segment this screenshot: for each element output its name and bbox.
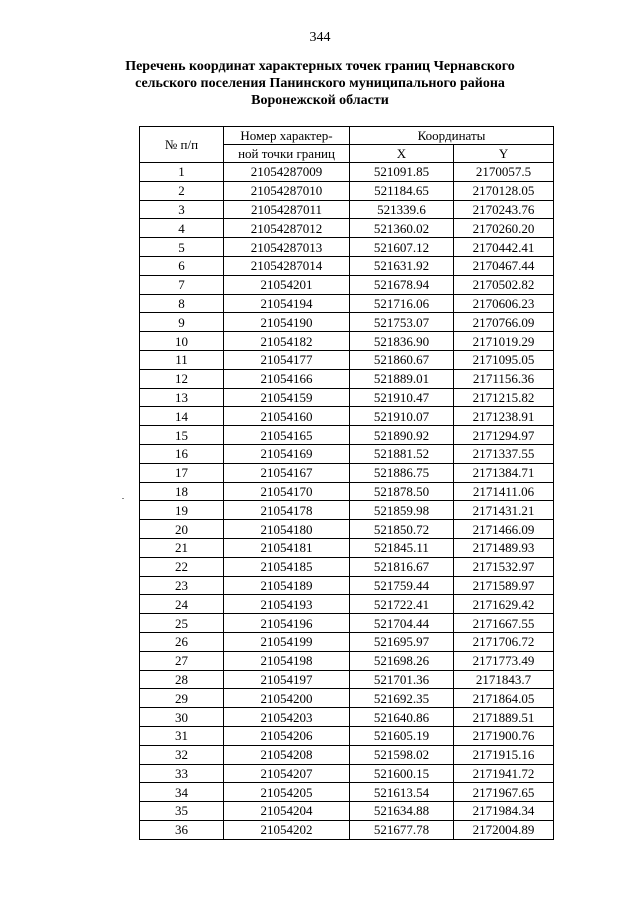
y-coordinate-cell: 2170128.05 [454, 181, 554, 200]
point-number-cell: 21054287009 [224, 163, 350, 182]
x-coordinate-cell: 521878.50 [350, 482, 454, 501]
y-coordinate-cell: 2171967.65 [454, 783, 554, 802]
x-coordinate-cell: 521859.98 [350, 501, 454, 520]
table-row [140, 745, 554, 764]
row-number-cell: 12 [140, 369, 224, 388]
x-coordinate-cell: 521860.67 [350, 350, 454, 369]
y-coordinate-cell: 2171384.71 [454, 463, 554, 482]
point-number-cell: 21054197 [224, 670, 350, 689]
table-row [140, 407, 554, 426]
row-number-cell: 5 [140, 238, 224, 257]
document-title [100, 58, 540, 109]
table-row [140, 557, 554, 576]
x-coordinate-cell: 521640.86 [350, 708, 454, 727]
table-row [140, 783, 554, 802]
table-row [140, 614, 554, 633]
row-number-cell: 1 [140, 163, 224, 182]
row-number-cell: 20 [140, 520, 224, 539]
y-coordinate-cell: 2171900.76 [454, 726, 554, 745]
row-number-cell: 25 [140, 614, 224, 633]
header-coordinates: Координаты [350, 127, 554, 145]
point-number-cell: 21054189 [224, 576, 350, 595]
point-number-cell: 21054287014 [224, 256, 350, 275]
row-number-cell: 6 [140, 256, 224, 275]
x-coordinate-cell: 521698.26 [350, 651, 454, 670]
table-row [140, 670, 554, 689]
y-coordinate-cell: 2171773.49 [454, 651, 554, 670]
table-row [140, 181, 554, 200]
table-row [140, 520, 554, 539]
x-coordinate-cell: 521605.19 [350, 726, 454, 745]
point-number-cell: 21054159 [224, 388, 350, 407]
point-number-cell: 21054165 [224, 426, 350, 445]
y-coordinate-cell: 2171238.91 [454, 407, 554, 426]
y-coordinate-cell: 2171156.36 [454, 369, 554, 388]
y-coordinate-cell: 2170606.23 [454, 294, 554, 313]
y-coordinate-cell: 2171984.34 [454, 802, 554, 821]
x-coordinate-cell: 521360.02 [350, 219, 454, 238]
y-coordinate-cell: 2170766.09 [454, 313, 554, 332]
table-row [140, 689, 554, 708]
row-number-cell: 18 [140, 482, 224, 501]
point-number-cell: 21054287013 [224, 238, 350, 257]
table-row [140, 388, 554, 407]
x-coordinate-cell: 521890.92 [350, 426, 454, 445]
row-number-cell: 10 [140, 332, 224, 351]
table-row [140, 538, 554, 557]
row-number-cell: 36 [140, 820, 224, 839]
x-coordinate-cell: 521836.90 [350, 332, 454, 351]
table-row [140, 802, 554, 821]
row-number-cell: 8 [140, 294, 224, 313]
x-coordinate-cell: 521339.6 [350, 200, 454, 219]
row-number-cell: 15 [140, 426, 224, 445]
point-number-cell: 21054206 [224, 726, 350, 745]
point-number-cell: 21054193 [224, 595, 350, 614]
point-number-cell: 21054205 [224, 783, 350, 802]
y-coordinate-cell: 2171411.06 [454, 482, 554, 501]
x-coordinate-cell: 521677.78 [350, 820, 454, 839]
row-number-cell: 23 [140, 576, 224, 595]
x-coordinate-cell: 521753.07 [350, 313, 454, 332]
point-number-cell: 21054202 [224, 820, 350, 839]
table-row [140, 350, 554, 369]
table-body [140, 163, 554, 840]
x-coordinate-cell: 521886.75 [350, 463, 454, 482]
y-coordinate-cell: 2171532.97 [454, 557, 554, 576]
x-coordinate-cell: 521881.52 [350, 444, 454, 463]
point-number-cell: 21054180 [224, 520, 350, 539]
x-coordinate-cell: 521850.72 [350, 520, 454, 539]
scan-artifact [122, 498, 124, 499]
header-row-number: № п/п [140, 127, 224, 163]
point-number-cell: 21054287011 [224, 200, 350, 219]
table-row [140, 708, 554, 727]
y-coordinate-cell: 2170502.82 [454, 275, 554, 294]
table-row [140, 726, 554, 745]
point-number-cell: 21054196 [224, 614, 350, 633]
y-coordinate-cell: 2171294.97 [454, 426, 554, 445]
y-coordinate-cell: 2171941.72 [454, 764, 554, 783]
table-row [140, 482, 554, 501]
x-coordinate-cell: 521634.88 [350, 802, 454, 821]
point-number-cell: 21054208 [224, 745, 350, 764]
point-number-cell: 21054169 [224, 444, 350, 463]
point-number-cell: 21054190 [224, 313, 350, 332]
point-number-cell: 21054181 [224, 538, 350, 557]
y-coordinate-cell: 2170243.76 [454, 200, 554, 219]
row-number-cell: 22 [140, 557, 224, 576]
row-number-cell: 2 [140, 181, 224, 200]
x-coordinate-cell: 521910.07 [350, 407, 454, 426]
x-coordinate-cell: 521678.94 [350, 275, 454, 294]
x-coordinate-cell: 521692.35 [350, 689, 454, 708]
title-line: Перечень координат характерных точек границ Чернавского [125, 59, 515, 74]
point-number-cell: 21054287010 [224, 181, 350, 200]
table-row [140, 275, 554, 294]
x-coordinate-cell: 521091.85 [350, 163, 454, 182]
row-number-cell: 16 [140, 444, 224, 463]
row-number-cell: 7 [140, 275, 224, 294]
row-number-cell: 32 [140, 745, 224, 764]
y-coordinate-cell: 2171889.51 [454, 708, 554, 727]
row-number-cell: 11 [140, 350, 224, 369]
header-x: X [350, 145, 454, 163]
table-row [140, 163, 554, 182]
table-row [140, 444, 554, 463]
row-number-cell: 24 [140, 595, 224, 614]
coordinates-table [139, 126, 554, 840]
point-number-cell: 21054166 [224, 369, 350, 388]
y-coordinate-cell: 2171667.55 [454, 614, 554, 633]
x-coordinate-cell: 521845.11 [350, 538, 454, 557]
table-row [140, 632, 554, 651]
table-row [140, 200, 554, 219]
point-number-cell: 21054177 [224, 350, 350, 369]
table-row [140, 463, 554, 482]
table-row [140, 595, 554, 614]
y-coordinate-cell: 2170442.41 [454, 238, 554, 257]
point-number-cell: 21054194 [224, 294, 350, 313]
point-number-cell: 21054182 [224, 332, 350, 351]
table-row [140, 501, 554, 520]
page-number: 344 [309, 30, 331, 45]
row-number-cell: 28 [140, 670, 224, 689]
x-coordinate-cell: 521759.44 [350, 576, 454, 595]
row-number-cell: 4 [140, 219, 224, 238]
row-number-cell: 21 [140, 538, 224, 557]
y-coordinate-cell: 2171629.42 [454, 595, 554, 614]
table-row [140, 294, 554, 313]
x-coordinate-cell: 521600.15 [350, 764, 454, 783]
table-row [140, 256, 554, 275]
point-number-cell: 21054287012 [224, 219, 350, 238]
point-number-cell: 21054167 [224, 463, 350, 482]
table-row [140, 576, 554, 595]
point-number-cell: 21054201 [224, 275, 350, 294]
table-row [140, 313, 554, 332]
x-coordinate-cell: 521716.06 [350, 294, 454, 313]
x-coordinate-cell: 521910.47 [350, 388, 454, 407]
x-coordinate-cell: 521607.12 [350, 238, 454, 257]
table-row [140, 219, 554, 238]
header-y: Y [454, 145, 554, 163]
x-coordinate-cell: 521722.41 [350, 595, 454, 614]
row-number-cell: 9 [140, 313, 224, 332]
y-coordinate-cell: 2171337.55 [454, 444, 554, 463]
y-coordinate-cell: 2171215.82 [454, 388, 554, 407]
x-coordinate-cell: 521701.36 [350, 670, 454, 689]
header-point-number: Номер характер- [224, 127, 350, 145]
table-header [140, 127, 554, 163]
y-coordinate-cell: 2171706.72 [454, 632, 554, 651]
y-coordinate-cell: 2171843.7 [454, 670, 554, 689]
point-number-cell: 21054203 [224, 708, 350, 727]
point-number-cell: 21054204 [224, 802, 350, 821]
table-row [140, 651, 554, 670]
table-row [140, 820, 554, 839]
y-coordinate-cell: 2171864.05 [454, 689, 554, 708]
header-point-number-cont: ной точки границ [224, 145, 350, 163]
row-number-cell: 17 [140, 463, 224, 482]
x-coordinate-cell: 521889.01 [350, 369, 454, 388]
y-coordinate-cell: 2171019.29 [454, 332, 554, 351]
y-coordinate-cell: 2171589.97 [454, 576, 554, 595]
point-number-cell: 21054160 [224, 407, 350, 426]
row-number-cell: 34 [140, 783, 224, 802]
x-coordinate-cell: 521816.67 [350, 557, 454, 576]
table-row [140, 426, 554, 445]
y-coordinate-cell: 2170467.44 [454, 256, 554, 275]
x-coordinate-cell: 521598.02 [350, 745, 454, 764]
x-coordinate-cell: 521695.97 [350, 632, 454, 651]
point-number-cell: 21054200 [224, 689, 350, 708]
table-row [140, 369, 554, 388]
row-number-cell: 35 [140, 802, 224, 821]
point-number-cell: 21054198 [224, 651, 350, 670]
row-number-cell: 31 [140, 726, 224, 745]
table-row [140, 238, 554, 257]
y-coordinate-cell: 2170260.20 [454, 219, 554, 238]
row-number-cell: 26 [140, 632, 224, 651]
x-coordinate-cell: 521184.65 [350, 181, 454, 200]
row-number-cell: 3 [140, 200, 224, 219]
row-number-cell: 33 [140, 764, 224, 783]
row-number-cell: 29 [140, 689, 224, 708]
point-number-cell: 21054185 [224, 557, 350, 576]
x-coordinate-cell: 521631.92 [350, 256, 454, 275]
row-number-cell: 19 [140, 501, 224, 520]
y-coordinate-cell: 2171489.93 [454, 538, 554, 557]
point-number-cell: 21054170 [224, 482, 350, 501]
title-line: Воронежской области [251, 93, 389, 108]
row-number-cell: 13 [140, 388, 224, 407]
y-coordinate-cell: 2170057.5 [454, 163, 554, 182]
title-line: сельского поселения Панинского муниципального района [135, 76, 505, 91]
y-coordinate-cell: 2171431.21 [454, 501, 554, 520]
point-number-cell: 21054178 [224, 501, 350, 520]
y-coordinate-cell: 2171095.05 [454, 350, 554, 369]
x-coordinate-cell: 521613.54 [350, 783, 454, 802]
x-coordinate-cell: 521704.44 [350, 614, 454, 633]
point-number-cell: 21054207 [224, 764, 350, 783]
row-number-cell: 14 [140, 407, 224, 426]
row-number-cell: 30 [140, 708, 224, 727]
point-number-cell: 21054199 [224, 632, 350, 651]
row-number-cell: 27 [140, 651, 224, 670]
table-row [140, 764, 554, 783]
y-coordinate-cell: 2171466.09 [454, 520, 554, 539]
y-coordinate-cell: 2172004.89 [454, 820, 554, 839]
y-coordinate-cell: 2171915.16 [454, 745, 554, 764]
table-row [140, 332, 554, 351]
